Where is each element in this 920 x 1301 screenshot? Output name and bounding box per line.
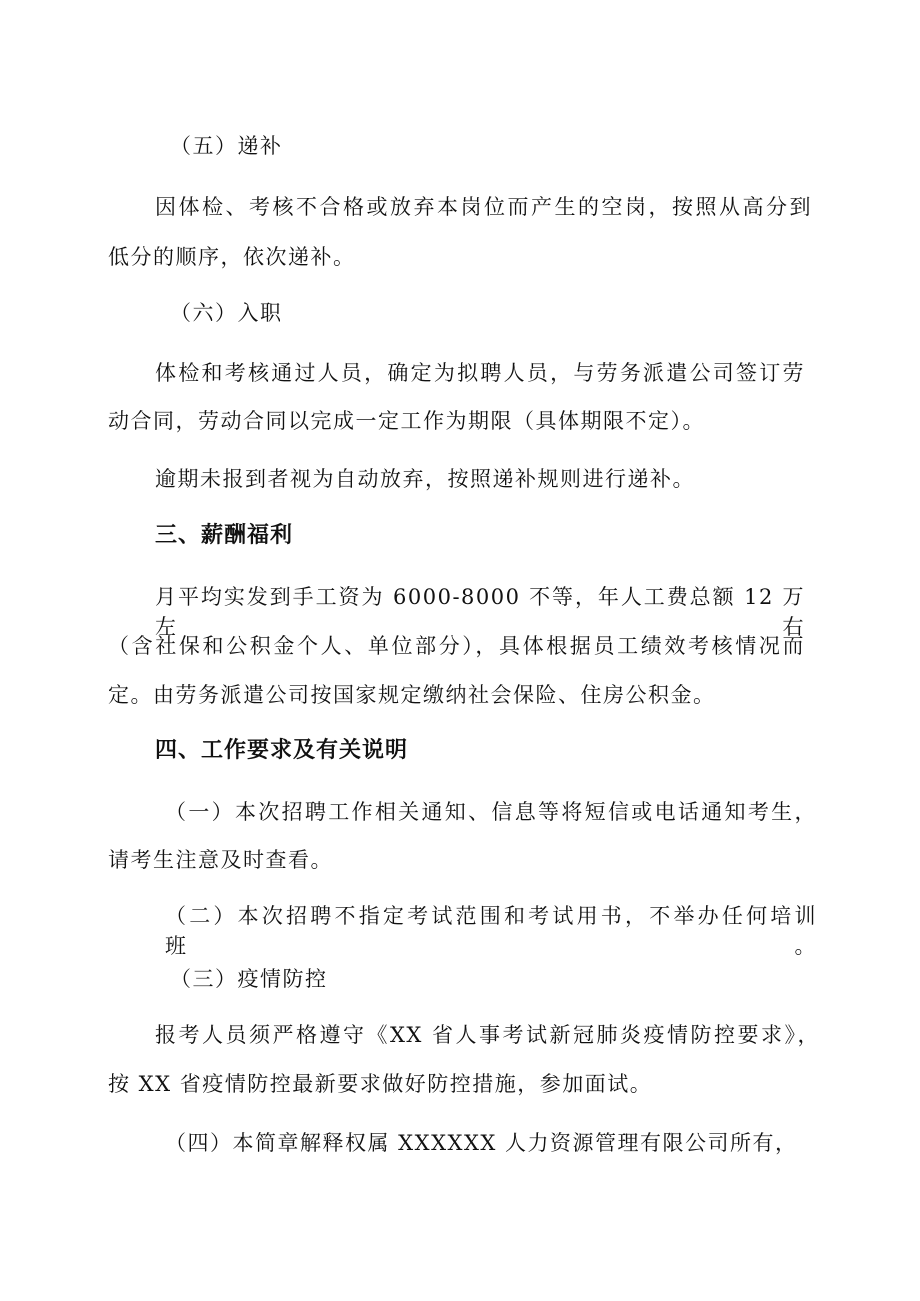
- section6-title: （六）入职: [170, 301, 283, 325]
- part3-heading: 三、薪酬福利: [155, 523, 294, 548]
- part4-heading: 四、工作要求及有关说明: [155, 738, 409, 763]
- part4-item2: （二）本次招聘不指定考试范围和考试用书，不举办任何培训班。: [165, 904, 817, 958]
- part4-item1-line2: 请考生注意及时查看。: [108, 848, 333, 872]
- part4-item3-title: （三）疫情防控: [170, 967, 328, 991]
- part4-item3-para-line1: 报考人员须严格遵守《XX 省人事考试新冠肺炎疫情防控要求》，: [155, 1023, 820, 1047]
- part4-item4: （四）本简章解释权属 XXXXXX 人力资源管理有限公司所有，: [165, 1131, 798, 1155]
- section6-para2: 逾期未报到者视为自动放弃，按照递补规则进行递补。: [155, 467, 695, 491]
- section5-title: （五）递补: [170, 134, 283, 158]
- part3-para-line3: 定。由劳务派遣公司按国家规定缴纳社会保险、住房公积金。: [108, 683, 716, 707]
- section5-para-line1: 因体检、考核不合格或放弃本岗位而产生的空岗，按照从高分到: [155, 195, 812, 219]
- section6-para1-line1: 体检和考核通过人员，确定为拟聘人员，与劳务派遣公司签订劳: [155, 361, 805, 385]
- part4-item1-line1: （一）本次招聘工作相关通知、信息等将短信或电话通知考生，: [165, 800, 817, 824]
- part4-item3-para-line2: 按 XX 省疫情防控最新要求做好防控措施，参加面试。: [108, 1072, 653, 1096]
- part3-para-line1: 月平均实发到手工资为 6000-8000 不等，年人工费总额 12 万左右: [155, 585, 805, 639]
- section5-para-line2: 低分的顺序，依次递补。: [108, 245, 356, 269]
- part3-para-line2: （含社保和公积金个人、单位部分），具体根据员工绩效考核情况而: [108, 634, 805, 658]
- section6-para1-line2: 动合同，劳动合同以完成一定工作为期限（具体期限不定）。: [108, 409, 705, 433]
